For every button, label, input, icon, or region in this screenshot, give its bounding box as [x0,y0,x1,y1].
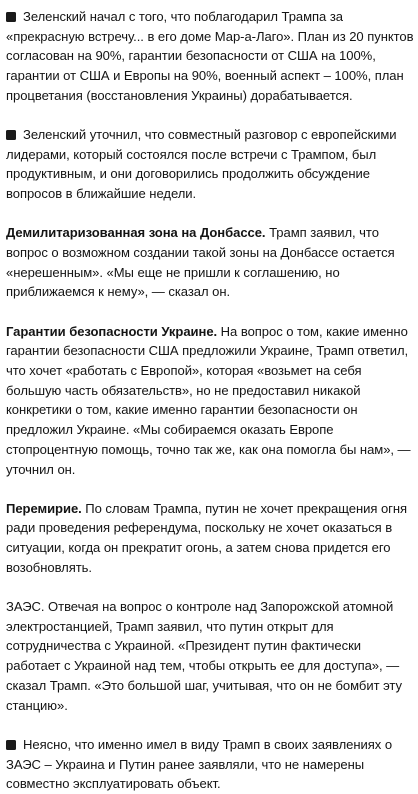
paragraph-text: На вопрос о том, какие именно гарантии безопасности США предложили Украине, Трамп ответил, что хочет «работать с Европой», которая «возьмет на себя большую часть обязательств», но не предоставил никакой конкретики о том, какие именно гарантии безопасности он предложил Украине. «Мы собираемся оказать Европе стопроцентную помощь, точно так же, как она помогла бы нам», — уточнил он. [6,323,411,477]
paragraph-zelensky-thanks [6,7,414,106]
paragraph-text: По словам Трампа, путин не хочет прекращения огня ради проведения референдума, поскольку не хочет оказаться в ситуации, когда он прекратит огонь, а затем снова придется его возобновлять. [6,500,408,575]
paragraph-text: Неясно, что именно имел в виду Трамп в своих заявлениях о ЗАЭС – Украина и Путин ранее заявляли, что не намерены совместно эксплуатировать объект. [6,736,393,792]
paragraph-zaporizhzhia-npp [6,597,414,715]
paragraph-text: Трамп заявил, что вопрос о возможном создании такой зоны на Донбассе остается «нерешенным». «Мы еще не пришли к соглашению, но приближаемся к нему», — сказал он. [6,225,395,300]
paragraph-unclear-statement [6,735,414,794]
paragraph-ceasefire [6,499,414,578]
paragraph-heading: Демилитаризованная зона на Донбассе. [6,225,266,241]
paragraph-european-leaders-call [6,125,414,204]
post-body [6,7,414,794]
paragraph-heading: Гарантии безопасности Украине. [6,323,218,339]
paragraph-security-guarantees [6,322,414,480]
black-square-bullet-icon [6,12,16,22]
black-square-bullet-icon [6,130,16,140]
paragraph-demilitarized-zone [6,223,414,302]
paragraph-text: ЗАЭС. Отвечая на вопрос о контроле над Запорожской атомной электростанцией, Трамп заявил, что путин открыт для сотрудничества с Украиной. «Президент путин фактически работает с Украиной над тем, чтобы открыть ее для доступа», — сказал Трамп. «Это большой шаг, учитывая, что он не бомбит эту станцию». [6,599,402,713]
paragraph-text: Зеленский уточнил, что совместный разговор с европейскими лидерами, который состоялся после встречи с Трампом, был продуктивным, и они договорились продолжить обсуждение вопросов в ближайшие недели. [6,127,397,202]
black-square-bullet-icon [6,740,16,750]
paragraph-text: Зеленский начал с того, что поблагодарил Трампа за «прекрасную встречу... в его доме Мар-а-Лаго». План из 20 пунктов согласован на 90%, гарантии безопасности от США на 100%, гарантии от США и Европы на 90%, военный аспект – 100%, план процветания (восстановления Украины) дорабатывается. [6,9,414,103]
paragraph-heading: Перемирие. [6,500,82,516]
